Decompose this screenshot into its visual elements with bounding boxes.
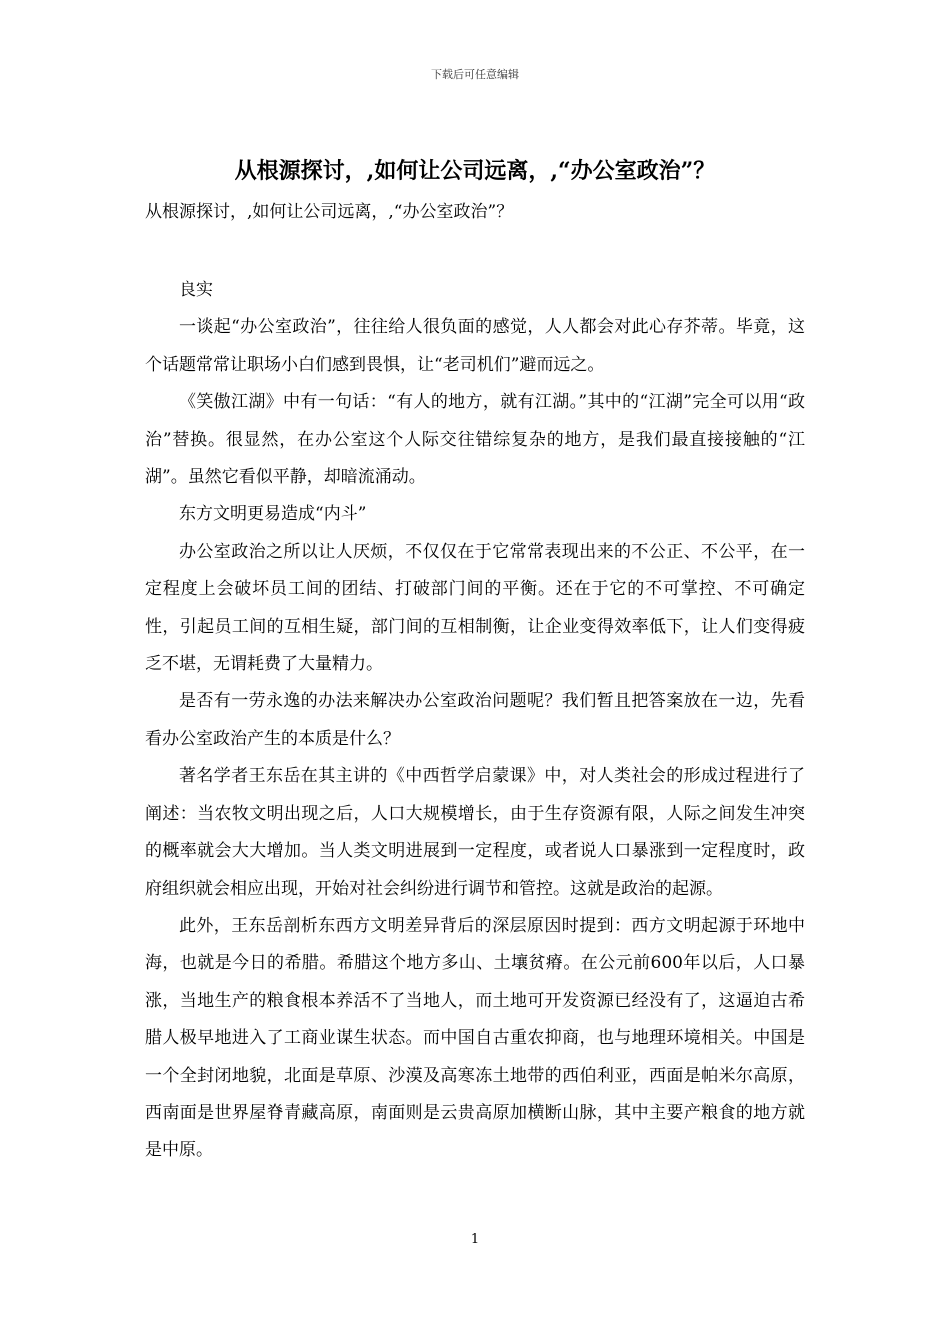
author-line: 良实 <box>179 280 213 300</box>
document-subtitle: 从根源探讨，,如何让公司远离，,“办公室政治”？ <box>145 202 514 222</box>
body-paragraph: 《笑傲江湖》中有一句话：“有人的地方，就有江湖。”其中的“江湖”完全可以用“政治”替换。很显然，在办公室这个人际交往错综复杂的地方，是我们最直接接触的“江湖”。虽然它看似平静，却暗流涌动。 <box>145 392 805 488</box>
page-number: 1 <box>470 1232 480 1247</box>
body-paragraph: 办公室政治之所以让人厌烦，不仅仅在于它常常表现出来的不公正、不公平，在一定程度上会破坏员工间的团结、打破部门间的平衡。还在于它的不可掌控、不可确定性，引起员工间的互相生疑，部门间的互相制衡，让企业变得效率低下，让人们变得疲乏不堪，无谓耗费了大量精力。 <box>145 541 805 675</box>
document-title: 从根源探讨，,如何让公司远离，,“办公室政治”？ <box>234 158 716 184</box>
body-paragraph: 著名学者王东岳在其主讲的《中西哲学启蒙课》中，对人类社会的形成过程进行了阐述：当农牧文明出现之后，人口大规模增长，由于生存资源有限，人际之间发生冲突的概率就会大大增加。当人类文明进展到一定程度，或者说人口暴涨到一定程度时，政府组织就会相应出现，开始对社会纠纷进行调节和管控。这就是政治的起源。 <box>145 766 805 899</box>
body-paragraph: 是否有一劳永逸的办法来解决办公室政治问题呢？我们暂且把答案放在一边，先看看办公室政治产生的本质是什么？ <box>145 691 805 749</box>
body-paragraph: 一谈起“办公室政治”，往往给人很负面的感觉，人人都会对此心存芥蒂。毕竟，这个话题常常让职场小白们感到畏惧，让“老司机们”避而远之。 <box>145 317 805 375</box>
document-body <box>145 272 805 1170</box>
body-paragraph: 此外，王东岳剖析东西方文明差异背后的深层原因时提到：西方文明起源于环地中海，也就是今日的希腊。希腊这个地方多山、土壤贫瘠。在公元前600年以后，人口暴涨，当地生产的粮食根本养活不了当地人，而土地可开发资源已经没有了，这逼迫古希腊人极早地进入了工商业谋生状态。而中国自古重农抑商，也与地理环境相关。中国是一个全封闭地貌，北面是草原、沙漠及高寒冻土地带的西伯利亚，西面是帕米尔高原，西南面是世界屋脊青藏高原，南面则是云贵高原加横断山脉，其中主要产粮食的地方就是中原。 <box>145 915 805 1161</box>
page-header-note: 下载后可任意编辑 <box>431 68 519 81</box>
section-heading: 东方文明更易造成“内斗” <box>179 504 367 525</box>
